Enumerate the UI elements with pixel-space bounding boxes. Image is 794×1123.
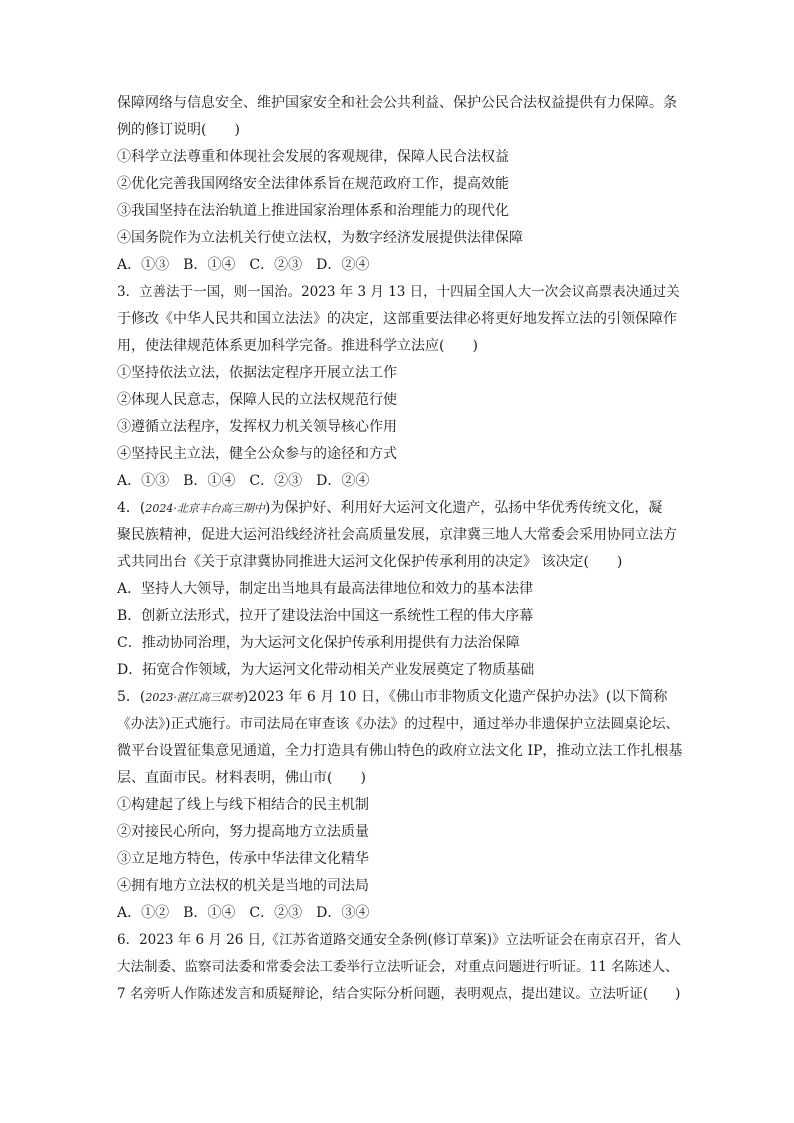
- question-stem-line: 例的修订说明( ): [117, 122, 240, 138]
- question-stem-line: [117, 684, 682, 711]
- choice-d: D．拓宽合作领域，为大运河文化带动相关产业发展奠定了物质基础: [117, 662, 535, 678]
- statement-item: ①坚持依法立法，依据法定程序开展立法工作: [117, 365, 397, 381]
- question-stem-line: 7 名旁听人作陈述发言和质疑辩论，结合实际分析问题，表明观点，提出建议。立法听证( ): [117, 986, 681, 1002]
- question-stem-line: 聚民族精神，促进大运河沿线经济社会高质量发展，京津冀三地人大常委会采用协同立法方: [117, 527, 677, 543]
- statement-item: ①构建起了线上与线下相结合的民主机制: [117, 797, 369, 813]
- statement-item: ③我国坚持在法治轨道上推进国家治理体系和治理能力的现代化: [117, 203, 509, 219]
- question-stem-line: 大法制委、监察司法委和常委会法工委举行立法听证会，对重点问题进行听证。11 名陈述人、: [117, 959, 679, 975]
- answer-options: A．①③ B．①④ C．②③ D．②④: [117, 257, 370, 273]
- question-source: 2023·湛江高三联考: [145, 691, 243, 704]
- question-stem-line: 《办法》)正式施行。市司法局在审查该《办法》的过程中，通过举办非遗保护立法圆桌论坛、: [117, 716, 680, 732]
- question-stem-line: 6．2023 年 6 月 26 日,《江苏省道路交通安全条例(修订草案)》立法听证会在南京召开，省人: [117, 932, 681, 948]
- question-stem-line: [117, 495, 682, 522]
- statement-item: ④国务院作为立法机关行使立法权，为数字经济发展提供法律保障: [117, 230, 523, 246]
- question-stem-line: 3．立善法于一国，则一国治。2023 年 3 月 13 日，十四届全国人大一次会议高票表决通过关: [117, 284, 680, 300]
- question-stem-line: 式共同出台《关于京津冀协同推进大运河文化保护传承利用的决定》 该决定( ): [117, 554, 623, 570]
- document-page: [117, 90, 682, 1008]
- statement-item: ③遵循立法程序，发挥权力机关领导核心作用: [117, 419, 397, 435]
- choice-c: C．推动协同治理，为大运河文化保护传承利用提供有力法治保障: [117, 635, 520, 651]
- question-2-tail: [117, 90, 682, 279]
- statement-item: ④拥有地方立法权的机关是当地的司法局: [117, 878, 369, 894]
- question-number: 5．(: [117, 689, 146, 705]
- question-source: 2024·北京丰台高三期中: [145, 502, 265, 515]
- question-stem-text: )为保护好、利用好大运河文化遗产，弘扬中华优秀传统文化，凝: [264, 500, 663, 516]
- answer-options: A．①③ B．①④ C．②③ D．②④: [117, 473, 370, 489]
- question-stem-line: 保障网络与信息安全、维护国家安全和社会公共利益、保护公民合法权益提供有力保障。条: [117, 95, 677, 111]
- statement-item: ②优化完善我国网络安全法律体系旨在规范政府工作，提高效能: [117, 176, 509, 192]
- question-stem-line: 于修改《中华人民共和国立法法》的决定，这部重要法律必将更好地发挥立法的引领保障作: [117, 311, 677, 327]
- question-stem-text: )2023 年 6 月 10 日，《佛山市非物质文化遗产保护办法》(以下简称: [242, 689, 668, 705]
- question-3: [117, 279, 682, 495]
- statement-item: ④坚持民主立法，健全公众参与的途径和方式: [117, 446, 397, 462]
- question-4: [117, 495, 682, 684]
- statement-item: ①科学立法尊重和体现社会发展的客观规律，保障人民合法权益: [117, 149, 509, 165]
- question-6: [117, 927, 682, 1008]
- question-number: 4．(: [117, 500, 146, 516]
- statement-item: ②体现人民意志，保障人民的立法权规范行使: [117, 392, 397, 408]
- answer-options: A．①② B．①④ C．②③ D．③④: [117, 905, 370, 921]
- statement-item: ③立足地方特色，传承中华法律文化精华: [117, 851, 369, 867]
- question-stem-line: 用，使法律规范体系更加科学完备。推进科学立法应( ): [117, 338, 478, 354]
- question-stem-line: 层、直面市民。材料表明，佛山市( ): [117, 770, 366, 786]
- choice-b: B．创新立法形式，拉开了建设法治中国这一系统性工程的伟大序幕: [117, 608, 534, 624]
- statement-item: ②对接民心所向，努力提高地方立法质量: [117, 824, 369, 840]
- choice-a: A．坚持人大领导，制定出当地具有最高法律地位和效力的基本法律: [117, 581, 534, 597]
- question-stem-line: 微平台设置征集意见通道，全力打造具有佛山特色的政府立法文化 IP，推动立法工作扎根基: [117, 743, 682, 759]
- question-5: [117, 684, 682, 927]
